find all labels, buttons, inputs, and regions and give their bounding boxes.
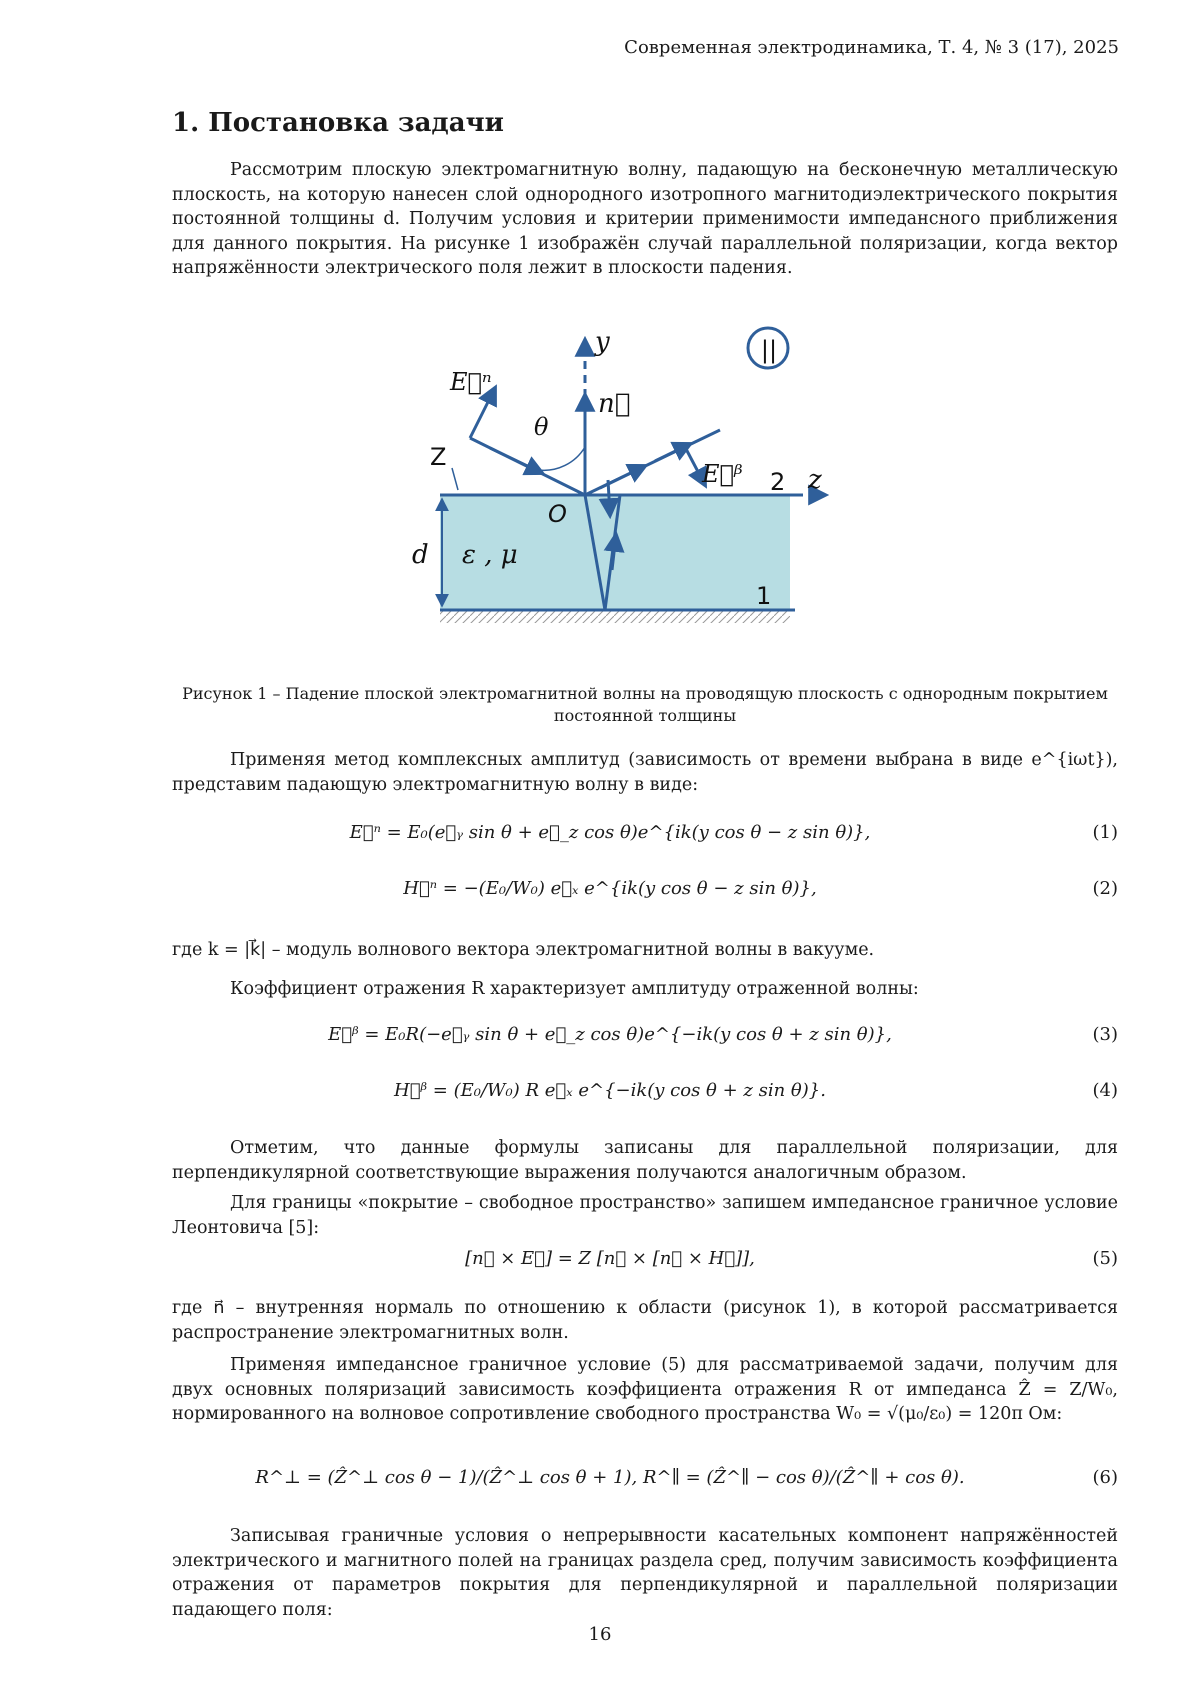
equation-3-number: (3) bbox=[1092, 1024, 1118, 1045]
incident-field-label: E⃗ⁿ bbox=[450, 368, 492, 396]
equation-2-body: H⃗ⁿ = −(E₀/W₀) e⃗ₓ e^{ik(y cos θ − z sin θ)}, bbox=[403, 878, 817, 899]
theta-label: θ bbox=[534, 413, 549, 441]
impedance-label: Z bbox=[430, 443, 447, 471]
section-title: 1. Постановка задачи bbox=[172, 108, 504, 138]
origin-label: O bbox=[548, 500, 567, 528]
equation-2 bbox=[172, 878, 1118, 918]
equation-4-number: (4) bbox=[1092, 1080, 1118, 1101]
figure-caption: Рисунок 1 – Падение плоской электромагнитной волны на проводящую плоскость с однородным покрытием постоянной толщины bbox=[182, 684, 1108, 725]
equation-1-body: E⃗ⁿ = E₀(e⃗ᵧ sin θ + e⃗_z cos θ)e^{ik(y cos θ − z sin θ)}, bbox=[349, 822, 871, 843]
paragraph-9: Записывая граничные условия о непрерывности касательных компонент напряжённостей электрического и магнитного полей на границах раздела сред, получим зависимость коэффициента отражения от параметров покрытия для перпендикулярной и параллельной поляризации падающего поля: bbox=[172, 1526, 1118, 1620]
paragraph-3: где k = |k⃗| – модуль волнового вектора электромагнитной волны в вакууме. bbox=[172, 940, 875, 960]
material-params-label: ε , μ bbox=[462, 540, 518, 570]
impedance-leader bbox=[452, 468, 458, 490]
y-axis-label: y bbox=[595, 327, 610, 357]
paragraph-2: Применяя метод комплексных амплитуд (зависимость от времени выбрана в виде e^{iωt}), представим падающую электромагнитную волну в виде: bbox=[172, 750, 1118, 795]
equation-4 bbox=[172, 1080, 1118, 1120]
equation-1 bbox=[172, 822, 1118, 862]
equation-2-number: (2) bbox=[1092, 878, 1118, 899]
paragraph-5: Отметим, что данные формулы записаны для параллельной поляризации, для перпендикулярной соответствующие выражения получаются аналогичным образом. bbox=[172, 1138, 1118, 1183]
equation-3-body: E⃗ᵝ = E₀R(−e⃗ᵧ sin θ + e⃗_z cos θ)e^{−ik(y cos θ + z sin θ)}, bbox=[328, 1024, 892, 1045]
ground-hatch bbox=[440, 611, 790, 623]
region-1-label: 1 bbox=[756, 582, 772, 610]
equation-6 bbox=[172, 1467, 1118, 1507]
z-axis-label: z bbox=[808, 465, 822, 495]
equation-6-body: R^⊥ = (Ẑ^⊥ cos θ − 1)/(Ẑ^⊥ cos θ + 1), R^∥ = (Ẑ^∥ − cos θ)/(Ẑ^∥ + cos θ). bbox=[255, 1467, 965, 1488]
journal-header: Современная электродинамика, Т. 4, № 3 (17), 2025 bbox=[624, 37, 1119, 58]
theta-arc bbox=[538, 447, 585, 470]
paragraph-1: Рассмотрим плоскую электромагнитную волну, падающую на бесконечную металлическую плоскость, на которую нанесен слой однородного изотропного магнитодиэлектрического покрытия постоянной толщины d. Получим условия и критерии применимости импедансного приближения для данного покрытия. На рисунке 1 изображён случай параллельной поляризации, когда вектор напряжённости электрического поля лежит в плоскости падения. bbox=[172, 160, 1118, 278]
reflected-direction-arrow-2 bbox=[655, 444, 690, 461]
equation-5 bbox=[172, 1248, 1118, 1288]
equation-1-number: (1) bbox=[1092, 822, 1118, 843]
equation-6-number: (6) bbox=[1092, 1467, 1118, 1488]
figure-1 bbox=[412, 320, 850, 640]
equation-4-body: H⃗ᵝ = (E₀/W₀) R e⃗ₓ e^{−ik(y cos θ + z sin θ)}. bbox=[394, 1080, 826, 1101]
paragraph-8: Применяя импедансное граничное условие (5) для рассматриваемой задачи, получим для двух основных поляризаций зависимость коэффициента отражения R от импеданса Ẑ = Z/W₀, нормированного на волновое сопротивление свободного пространства W₀ = √(μ₀/ε₀) = 120π Ом: bbox=[172, 1355, 1118, 1424]
paragraph-4: Коэффициент отражения R характеризует амплитуду отраженной волны: bbox=[230, 979, 919, 999]
normal-label: n⃗ bbox=[598, 389, 631, 419]
page-number: 16 bbox=[588, 1624, 612, 1645]
polarization-label: || bbox=[760, 336, 778, 364]
equation-5-body: [n⃗ × E⃗] = Z [n⃗ × [n⃗ × H⃗]], bbox=[465, 1248, 755, 1269]
thickness-label: d bbox=[412, 540, 429, 570]
incident-direction-arrow bbox=[490, 448, 542, 473]
equation-3 bbox=[172, 1024, 1118, 1064]
paragraph-7: где n⃗ – внутренняя нормаль по отношению к области (рисунок 1), в которой рассматривается распространение электромагнитных волн. bbox=[172, 1298, 1118, 1343]
reflected-direction-arrow-1 bbox=[600, 466, 645, 488]
paragraph-6: Для границы «покрытие – свободное пространство» запишем импедансное граничное условие Леонтовича [5]: bbox=[172, 1193, 1118, 1238]
equation-5-number: (5) bbox=[1092, 1248, 1118, 1269]
refracted-down-arrow bbox=[608, 480, 610, 515]
region-2-label: 2 bbox=[770, 468, 786, 496]
reflected-field-label: E⃗ᵝ bbox=[702, 460, 743, 488]
